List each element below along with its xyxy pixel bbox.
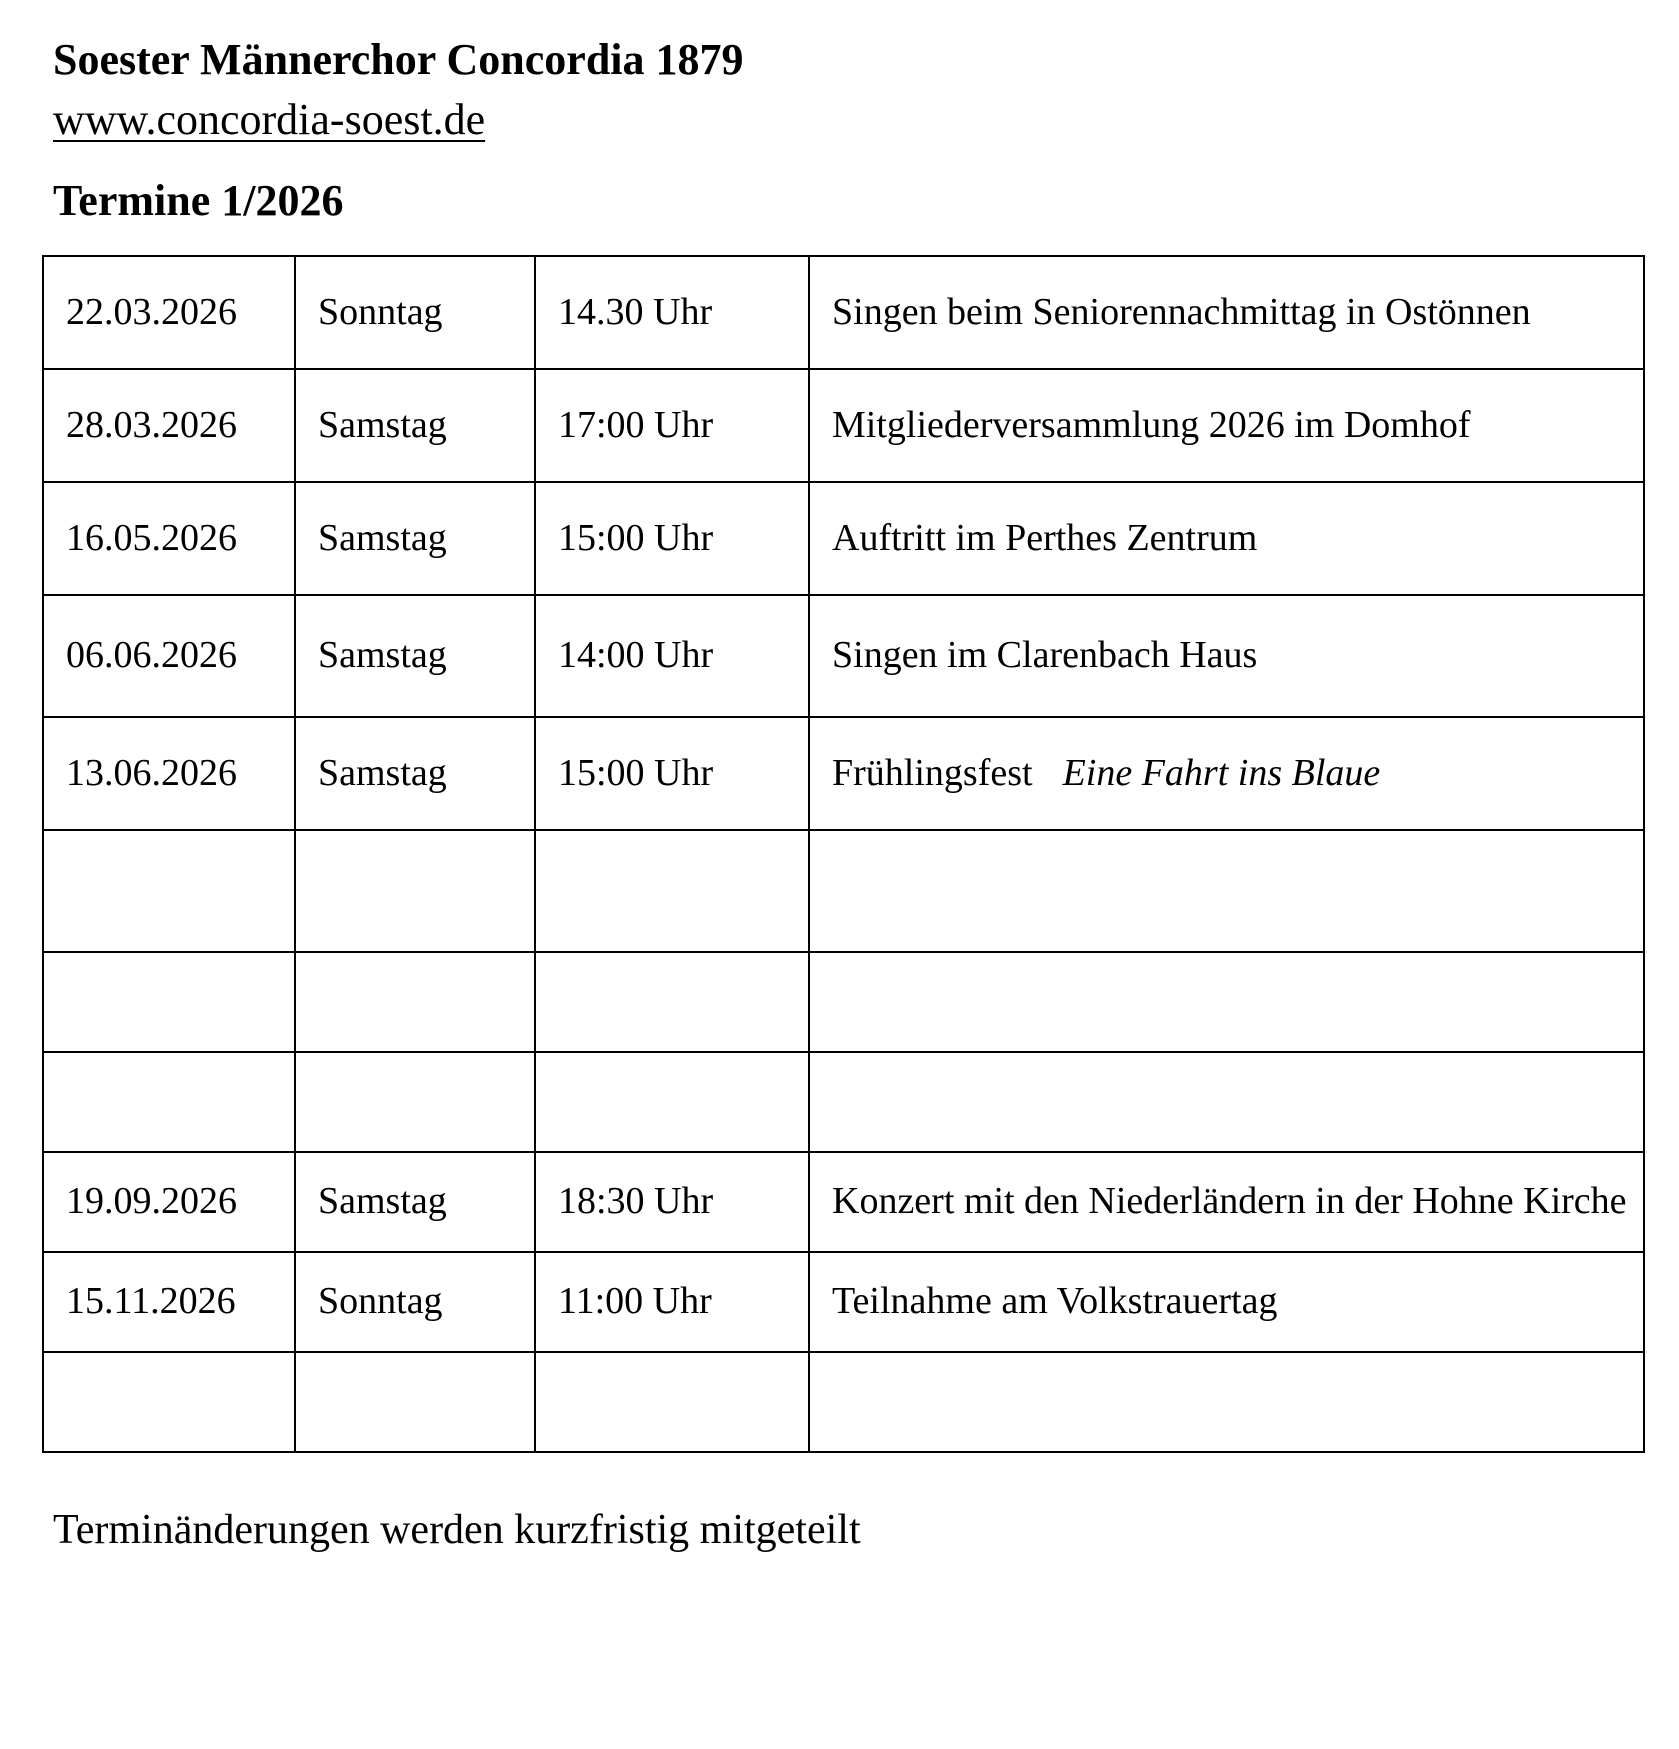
event-date: 13.06.2026: [43, 717, 295, 830]
event-description-cell: [809, 952, 1644, 1052]
event-description: Konzert mit den Niederländern in der Hohne Kirche: [832, 1180, 1627, 1223]
event-description: Mitgliederversammlung 2026 im Domhof: [832, 403, 1471, 446]
event-description-cell: [809, 256, 1644, 369]
event-date: [43, 952, 295, 1052]
event-description-cell: [809, 1152, 1644, 1252]
table-row: [43, 952, 1644, 1052]
event-time: 11:00 Uhr: [535, 1252, 809, 1352]
event-date: 19.09.2026: [43, 1152, 295, 1252]
event-day: [295, 830, 535, 952]
table-row: [43, 1152, 1644, 1252]
event-day: [295, 1352, 535, 1452]
event-date: 15.11.2026: [43, 1252, 295, 1352]
event-time: [535, 1052, 809, 1152]
event-time: [535, 830, 809, 952]
event-description: Teilnahme am Volkstrauertag: [832, 1280, 1278, 1323]
website-link[interactable]: www.concordia-soest.de: [53, 95, 486, 144]
event-time: 15:00 Uhr: [535, 482, 809, 595]
event-date: 16.05.2026: [43, 482, 295, 595]
event-date: 28.03.2026: [43, 369, 295, 482]
event-description: Frühlingsfest: [832, 751, 1033, 794]
event-description-cell: [809, 595, 1644, 717]
event-time: 18:30 Uhr: [535, 1152, 809, 1252]
event-description: Singen im Clarenbach Haus: [832, 634, 1258, 677]
event-description-cell: [809, 369, 1644, 482]
event-description-cell: [809, 830, 1644, 952]
event-description-cell: [809, 1252, 1644, 1352]
section-title: Termine 1/2026: [53, 176, 344, 225]
table-row: [43, 595, 1644, 717]
event-day: [295, 1052, 535, 1152]
event-day: Sonntag: [295, 1252, 535, 1352]
event-day: Samstag: [295, 595, 535, 717]
table-row: [43, 1352, 1644, 1452]
event-description-cell: [809, 1352, 1644, 1452]
event-time: [535, 1352, 809, 1452]
event-description-cell: [809, 1052, 1644, 1152]
event-time: 17:00 Uhr: [535, 369, 809, 482]
event-date: [43, 830, 295, 952]
event-day: Samstag: [295, 717, 535, 830]
event-day: Samstag: [295, 369, 535, 482]
table-row: [43, 1052, 1644, 1152]
table-row: [43, 717, 1644, 830]
event-date: [43, 1052, 295, 1152]
footer-note: Terminänderungen werden kurzfristig mitgeteilt: [53, 1507, 861, 1553]
schedule-table: [42, 255, 1645, 1453]
table-row: [43, 830, 1644, 952]
choir-title: Soester Männerchor Concordia 1879: [53, 35, 744, 84]
event-date: 06.06.2026: [43, 595, 295, 717]
table-row: [43, 369, 1644, 482]
event-day: Samstag: [295, 482, 535, 595]
event-time: 14:00 Uhr: [535, 595, 809, 717]
event-date: 22.03.2026: [43, 256, 295, 369]
event-description: Singen beim Seniorennachmittag in Ostönnen: [832, 290, 1531, 333]
table-row: [43, 256, 1644, 369]
event-description-italic: Eine Fahrt ins Blaue: [1062, 751, 1381, 794]
event-time: [535, 952, 809, 1052]
event-time: 15:00 Uhr: [535, 717, 809, 830]
event-day: Sonntag: [295, 256, 535, 369]
event-description: Auftritt im Perthes Zentrum: [832, 516, 1258, 559]
event-day: Samstag: [295, 1152, 535, 1252]
table-row: [43, 482, 1644, 595]
event-time: 14.30 Uhr: [535, 256, 809, 369]
event-description-cell: [809, 482, 1644, 595]
event-day: [295, 952, 535, 1052]
table-row: [43, 1252, 1644, 1352]
event-description-cell: [809, 717, 1644, 830]
event-date: [43, 1352, 295, 1452]
